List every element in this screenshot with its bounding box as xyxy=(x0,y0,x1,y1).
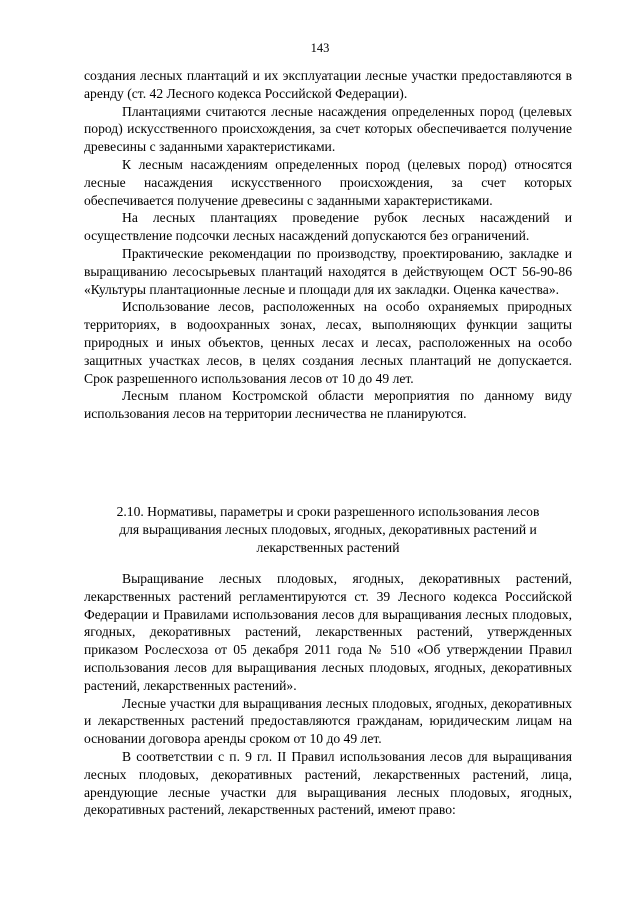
paragraph: Лесные участки для выращивания лесных плодовых, ягодных, декоративных и лекарственных растений предоставляются гражданам, юридическим лицам на основании договора аренды сроком от 10 до 49 лет. xyxy=(84,695,572,747)
paragraph: Практические рекомендации по производству, проектированию, закладке и выращиванию лесосырьевых плантаций находятся в действующем ОСТ 56-90-86 «Культуры плантационные лесные и площади для их закладки. Оценка качества». xyxy=(84,245,572,297)
paragraph: создания лесных плантаций и их эксплуатации лесные участки предоставляются в аренду (ст. 42 Лесного кодекса Российской Федерации). xyxy=(84,68,572,101)
top-text-block xyxy=(84,67,572,423)
section-heading-line: для выращивания лесных плодовых, ягодных, декоративных растений и xyxy=(119,521,537,537)
paragraph: В соответствии с п. 9 гл. II Правил использования лесов для выращивания лесных плодовых, декоративных растений, лекарственных растений, лица, арендующие лесные участки для выращивания лесных плодовых, ягодных, декоративных растений, лекарственных растений, имеют право: xyxy=(84,748,572,818)
paragraph: Выращивание лесных плодовых, ягодных, декоративных растений, лекарственных растений регламентируются ст. 39 Лесного кодекса Российской Федерации и Правилами использования лесов для выращивания лесных плодовых, ягодных, декоративных растений, лекарственных растений, утвержденных приказом Рослесхоза от 05 декабря 2011 года № 510 «Об утверждении Правил использования лесов для выращивания лесных плодовых, ягодных, декоративных растений, лекарственных растений». xyxy=(84,571,572,693)
section-heading-line: лекарственных растений xyxy=(256,539,400,555)
paragraph: На лесных плантациях проведение рубок лесных насаждений и осуществление подсочки лесных насаждений допускаются без ограничений. xyxy=(84,210,572,244)
paragraph: Использование лесов, расположенных на особо охраняемых природных территориях, в водоохранных зонах, лесах, выполняющих функции защиты природных и иных объектов, ценных лесах и лесах, расположенных на особо защитных участках лесов, в целях создания лесных плантаций не допускается. Срок разрешенного использования лесов от 10 до 49 лет. xyxy=(84,299,572,386)
paragraph: К лесным насаждениям определенных пород (целевых пород) относятся лесные насаждения искусственного происхождения, за счет которых обеспечивается получение древесины с заданными характеристиками. xyxy=(84,156,572,208)
paragraph: Плантациями считаются лесные насаждения определенных пород (целевых пород) искусственного происхождения, за счет которых обеспечивается получение древесины с заданными характеристиками. xyxy=(84,103,572,155)
paragraph: Лесным планом Костромской области мероприятия по данному виду использования лесов на территории лесничества не планируются. xyxy=(84,388,572,422)
bottom-text-block xyxy=(84,570,572,819)
section-heading-line: 2.10. Нормативы, параметры и сроки разрешенного использования лесов xyxy=(116,504,540,519)
section-heading xyxy=(84,503,572,556)
page-number: 143 xyxy=(310,41,330,55)
